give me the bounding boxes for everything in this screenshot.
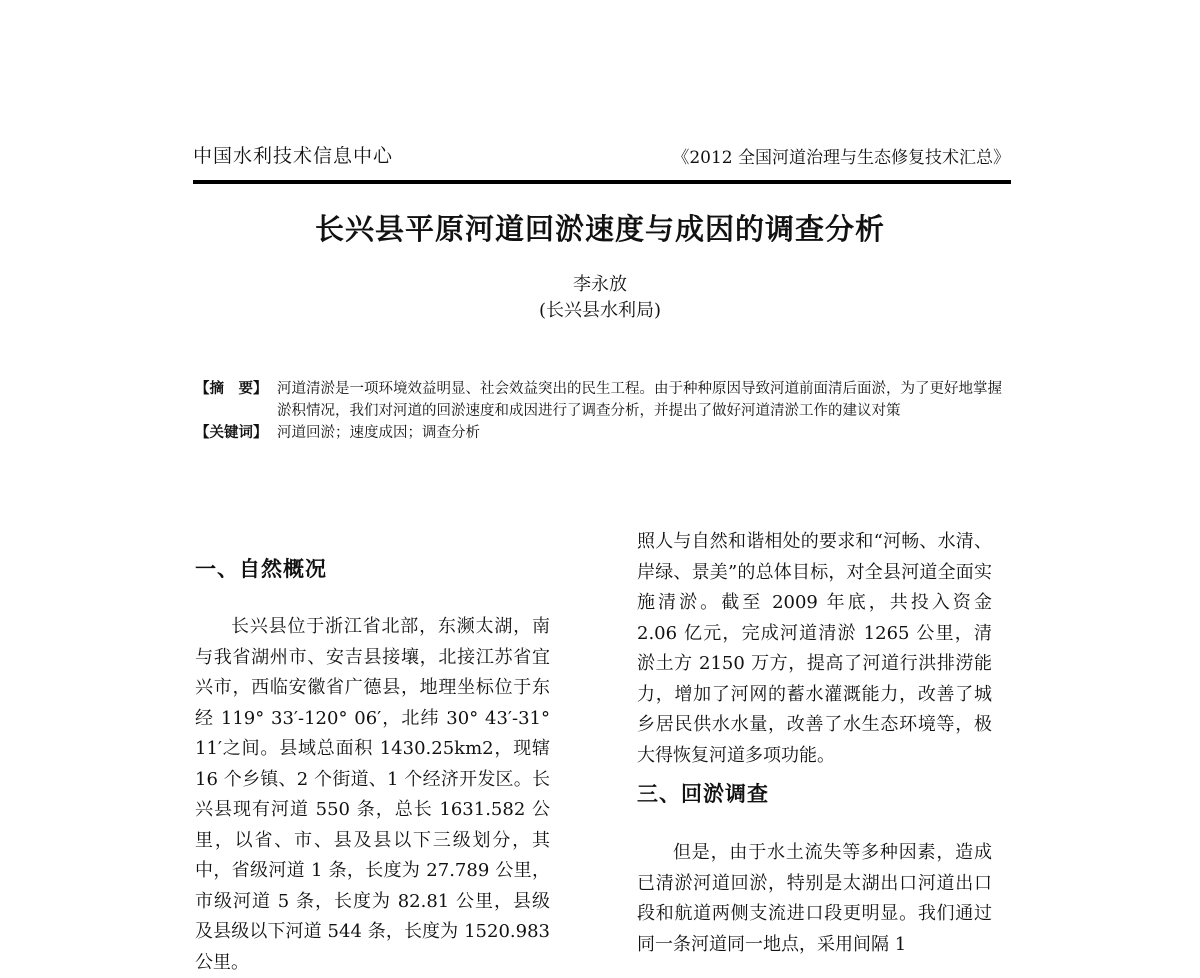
paper-title: 长兴县平原河道回淤速度与成因的调查分析: [314, 212, 885, 246]
keywords-text: 河道回淤；速度成因；调查分析: [277, 425, 480, 441]
journal-header-left: 中国水利技术信息中心: [193, 145, 394, 167]
header-rule: [193, 180, 1011, 184]
keywords-label: 【关键词】: [195, 424, 268, 441]
keywords-row: [195, 422, 1011, 444]
left-column: [195, 612, 550, 978]
abstract-label: 【摘 要】: [195, 380, 268, 397]
author-name: 李永放: [573, 274, 627, 295]
continuation-paragraph: 照人与自然和谐相处的要求和“河畅、水清、岸绿、景美”的总体目标，对全县河道全面实施清淤。截至 2009 年底，共投入资金 2.06 亿元，完成河道清淤 1265 公里，清淤土方 2150 万方，提高了河道行洪排涝能力，增加了河网的蓄水灌溉能力，改善了城乡居民供水水量，改善了水生态环境等，极大得恢复河道多项功能。: [637, 531, 992, 766]
abstract-block: [195, 378, 1011, 444]
author-affiliation: (长兴县水利局): [538, 300, 662, 321]
section1-paragraph: 长兴县位于浙江省北部，东濒太湖，南与我省湖州市、安吉县接壤，北接江苏省宜兴市，西临安徽省广德县，地理坐标位于东经 119° 33′-120° 06′，北纬 30° 43′-31° 11′之间。县域总面积 1430.25km2，现辖 16 个乡镇、2 个街道、1 个经济开发区。长兴县现有河道 550 条，总长 1631.582 公里，以省、市、县及县以下三级划分，其中，省级河道 1 条，长度为 27.789 公里，市级河道 5 条，长度为 82.81 公里，县级及县级以下河道 544 条，长度为 1520.983 公里。: [195, 616, 550, 973]
abstract-text: 河道清淤是一项环境效益明显、社会效益突出的民生工程。由于种种原因导致河道前面清后面淤，为了更好地掌握淤积情况，我们对河道的回淤速度和成因进行了调查分析，并提出了做好河道清淤工作的建议对策: [277, 381, 1002, 419]
section3-paragraph: 但是，由于水土流失等多种因素，造成已清淤河道回淤，特别是太湖出口河道出口段和航道两侧支流进口段更明显。我们通过同一条河道同一地点，采用间隔 1: [637, 842, 992, 955]
section3-column: [637, 838, 992, 960]
abstract-row: [195, 378, 1011, 422]
section-heading-3: 三、回淤调查: [637, 782, 769, 806]
journal-header-right: 《2012 全国河道治理与生态修复技术汇总》: [672, 148, 1010, 168]
section-heading-1: 一、自然概况: [195, 557, 327, 581]
right-column-continuation: [637, 527, 992, 771]
